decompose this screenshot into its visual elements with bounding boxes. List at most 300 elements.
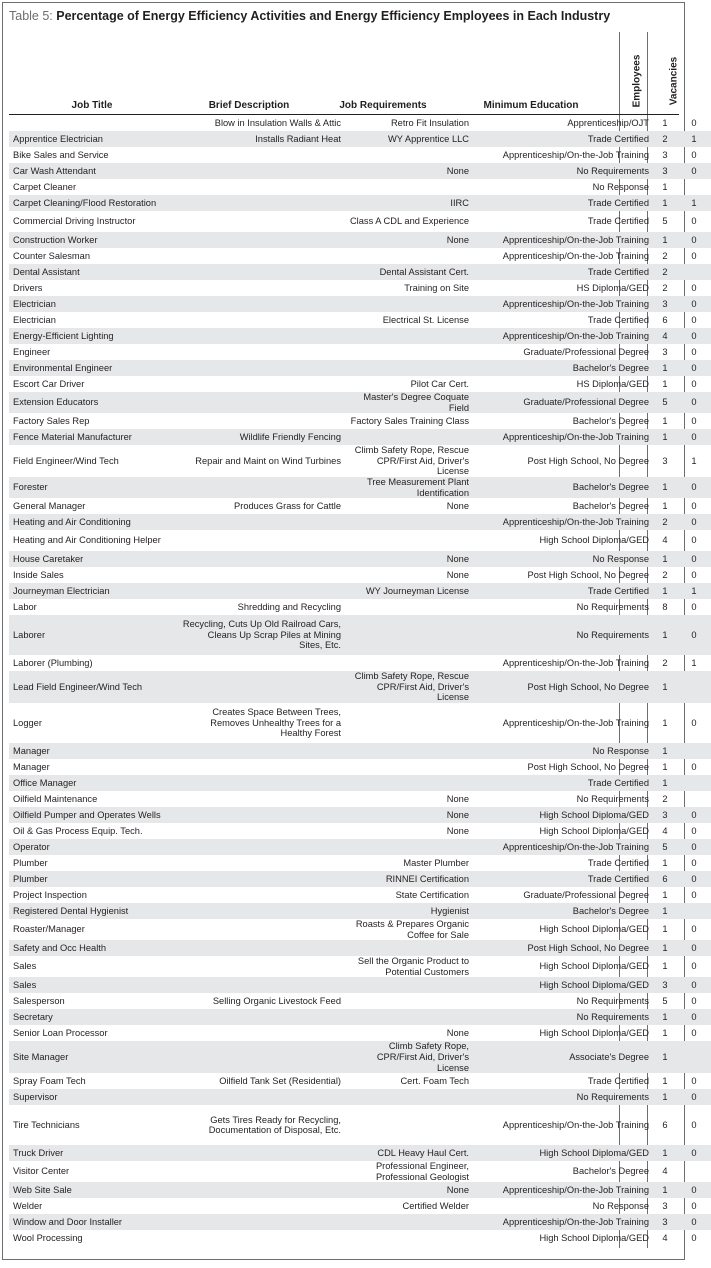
job-requirements-cell: None [345,807,473,823]
brief-description-cell [178,871,345,887]
employees-cell: 1 [653,615,677,655]
brief-description-cell [178,477,345,498]
vacancies-cell: 0 [691,149,697,160]
job-requirements-cell: Hygienist [345,903,473,919]
employees-cell: 8 [662,601,668,612]
brief-description-cell: Installs Radiant Heat [178,131,345,147]
brief-description-cell [178,1145,345,1161]
minimum-education-cell: Trade Certified [473,195,653,211]
job-title-cell: Project Inspection [13,889,87,900]
brief-description-cell [178,919,345,940]
table-row [9,211,711,232]
header-employees-label: Employees [631,54,643,108]
job-requirements-cell: Class A CDL and Experience [349,216,469,227]
job-requirements-cell: Professional Engineer, Professional Geologist [375,1161,469,1182]
job-requirements-cell: Training on Site [404,282,469,293]
minimum-education-cell: Apprenticeship/On-the-Job Training [473,232,653,248]
job-title-cell: Inside Sales [13,569,64,580]
brief-description-cell [178,232,345,248]
minimum-education-cell: Graduate/Professional Degree [523,889,649,900]
employees-cell: 3 [662,149,668,160]
table-row [9,264,711,280]
job-requirements-cell [345,429,473,445]
job-requirements-cell: Roasts & Prepares Organic Coffee for Sale [355,918,469,940]
vacancies-cell [677,671,711,703]
brief-description-cell [178,551,345,567]
brief-description-cell [178,163,345,179]
job-requirements-cell [345,1009,473,1025]
job-requirements-cell: Pilot Car Cert. [410,378,469,389]
employees-cell: 1 [653,195,677,211]
brief-description-cell [178,1089,345,1105]
employees-cell: 2 [653,131,677,147]
brief-description-cell [178,195,345,211]
table-row [9,498,711,514]
job-requirements-cell [345,759,473,775]
job-title-cell: Tire Technicians [13,1119,80,1130]
vacancies-cell: 0 [677,477,711,498]
job-title-cell: Fence Material Manufacturer [9,429,178,445]
jobs-table-body [9,115,711,1246]
employees-cell: 1 [653,429,677,445]
table-row [9,514,711,530]
job-title-cell: Laborer (Plumbing) [13,657,93,668]
job-title-cell: Extension Educators [9,392,178,413]
brief-description-cell [178,567,345,583]
vacancies-cell: 0 [691,717,697,728]
employees-cell: 1 [653,940,677,956]
job-requirements-cell [345,296,473,312]
minimum-education-cell: Apprenticeship/On-the-Job Training [473,1182,653,1198]
vacancies-cell: 0 [677,551,711,567]
employees-cell: 1 [653,671,677,703]
table-row [9,232,711,248]
job-title-cell: Site Manager [9,1041,178,1073]
vacancies-cell: 0 [691,857,697,868]
vacancies-cell: 0 [677,232,711,248]
minimum-education-cell: Post High School, No Degree [527,761,649,772]
employees-cell: 1 [662,181,668,192]
employees-cell: 1 [653,583,677,599]
job-requirements-cell [345,147,473,163]
job-title-cell: Web Site Sale [9,1182,178,1198]
job-title-cell: Factory Sales Rep [13,415,90,426]
employees-cell: 1 [653,775,677,791]
job-title-cell: Plumber [9,871,178,887]
table-row [9,413,711,429]
job-requirements-cell: Dental Assistant Cert. [345,264,473,280]
job-requirements-cell [345,344,473,360]
employees-cell: 1 [653,1145,677,1161]
employees-cell: 3 [653,977,677,993]
employees-cell: 2 [653,264,677,280]
minimum-education-cell: No Response [473,743,653,759]
vacancies-cell [677,264,711,280]
job-requirements-cell: Sell the Organic Product to Potential Customers [357,956,469,977]
table-row [9,163,711,179]
table-row [9,567,711,583]
employees-cell: 1 [662,1075,668,1086]
minimum-education-cell: No Requirements [576,793,649,804]
employees-cell: 1 [653,1041,677,1073]
vacancies-cell: 0 [691,500,697,511]
minimum-education-cell: Apprenticeship/On-the-Job Training [473,839,653,855]
vacancies-cell: 0 [677,1089,711,1105]
job-requirements-cell: None [345,232,473,248]
employees-cell: 2 [662,657,668,668]
job-title-cell: House Caretaker [9,551,178,567]
vacancies-cell: 0 [677,940,711,956]
vacancies-cell: 0 [691,996,697,1007]
job-title-cell: Forester [9,477,178,498]
brief-description-cell: Repair and Maint on Wind Turbines [195,455,341,466]
employees-cell: 1 [662,889,668,900]
brief-description-cell [178,956,345,977]
job-title-cell: General Manager [13,500,86,511]
brief-description-cell [178,264,345,280]
employees-cell: 2 [662,250,668,261]
minimum-education-cell: Post High School, No Degree [527,455,649,466]
brief-description-cell [178,328,345,344]
vacancies-cell [677,1041,711,1073]
job-title-cell: Safety and Occ Health [9,940,178,956]
table-row [9,1041,711,1073]
vacancies-cell: 0 [691,1232,697,1243]
table-row [9,312,711,328]
job-title-cell: Dental Assistant [9,264,178,280]
table-number: Table 5: [9,9,53,23]
employees-cell: 4 [662,535,668,546]
job-title-cell: Wool Processing [13,1232,83,1243]
job-requirements-cell: None [446,500,469,511]
job-title-cell: Commercial Driving Instructor [13,216,136,227]
job-title-cell: Counter Salesman [13,250,90,261]
brief-description-cell [178,855,345,871]
employees-cell: 3 [662,346,668,357]
header-brief-description: Brief Description [208,100,290,111]
brief-description-cell: Produces Grass for Cattle [234,500,341,511]
table-row [9,1145,711,1161]
brief-description-cell [178,583,345,599]
employees-cell: 1 [662,717,668,728]
table-row [9,993,711,1009]
job-title-cell: Logger [13,717,42,728]
vacancies-cell: 1 [677,131,711,147]
job-title-cell: Senior Loan Processor [13,1028,108,1039]
brief-description-cell [178,1198,345,1214]
employees-cell: 2 [653,514,677,530]
minimum-education-cell: High School Diploma/GED [539,1232,649,1243]
vacancies-cell: 0 [677,1145,711,1161]
minimum-education-cell: Bachelor's Degree [473,903,653,919]
vacancies-cell: 0 [677,1214,711,1230]
minimum-education-cell: Bachelor's Degree [572,500,649,511]
brief-description-cell [178,1214,345,1230]
employees-cell: 1 [662,961,668,972]
minimum-education-cell: High School Diploma/GED [539,961,649,972]
job-requirements-cell [345,530,473,551]
job-requirements-cell: Certified Welder [402,1200,469,1211]
job-requirements-cell [345,993,473,1009]
brief-description-cell [178,940,345,956]
minimum-education-cell: Trade Certified [587,314,649,325]
job-requirements-cell [345,839,473,855]
job-title-cell: Electrician [13,314,56,325]
job-requirements-cell [345,655,473,671]
employees-cell: 1 [662,415,668,426]
minimum-education-cell: No Response [473,551,653,567]
employees-cell: 4 [662,825,668,836]
minimum-education-cell: Apprenticeship/On-the-Job Training [473,1214,653,1230]
employees-cell: 2 [662,793,668,804]
brief-description-cell [178,839,345,855]
job-title-cell: Escort Car Driver [13,378,85,389]
table-row [9,376,711,392]
table-row [9,147,711,163]
table-row [9,530,711,551]
employees-cell: 1 [662,761,668,772]
job-title-cell: Window and Door Installer [9,1214,178,1230]
job-requirements-cell: None [446,1028,469,1039]
brief-description-cell [178,1182,345,1198]
job-title-cell: Operator [9,839,178,855]
job-requirements-cell: State Certification [395,889,469,900]
employees-cell: 1 [662,857,668,868]
minimum-education-cell: High School Diploma/GED [539,1028,649,1039]
job-title-cell: Registered Dental Hygienist [9,903,178,919]
table-row [9,1182,711,1198]
job-requirements-cell: None [345,1182,473,1198]
job-requirements-cell: WY Apprentice LLC [345,131,473,147]
header-job-title: Job Title [71,100,113,111]
brief-description-cell [178,312,345,328]
employees-cell: 1 [662,117,668,128]
table-row [9,615,711,655]
job-requirements-cell [345,1230,473,1246]
job-title-cell: Laborer [9,615,178,655]
job-title-cell: Oilfield Maintenance [13,793,98,804]
job-requirements-cell: CDL Heavy Haul Cert. [345,1145,473,1161]
vacancies-cell: 0 [691,1075,697,1086]
employees-cell: 3 [662,1200,668,1211]
table-row [9,551,711,567]
job-requirements-cell [345,248,473,264]
vacancies-cell: 0 [691,1200,697,1211]
vacancies-cell: 0 [691,761,697,772]
brief-description-cell: Oilfield Tank Set (Residential) [219,1075,341,1086]
job-title-cell: Secretary [9,1009,178,1025]
brief-description-cell [178,655,345,671]
job-requirements-cell: None [446,793,469,804]
vacancies-cell: 0 [677,429,711,445]
table-row [9,791,711,807]
job-title-cell: Manager [9,743,178,759]
job-requirements-cell: Climb Safety Rope, CPR/First Aid, Driver's License [345,1041,473,1073]
minimum-education-cell: Apprenticeship/On-the-Job Training [502,657,649,668]
brief-description-cell: Wildlife Friendly Fencing [178,429,345,445]
employees-cell: 3 [653,1214,677,1230]
vacancies-cell: 0 [691,569,697,580]
brief-description-cell [178,530,345,551]
job-title-cell: Roaster/Manager [13,924,85,935]
vacancies-cell: 0 [677,392,711,413]
employees-cell: 1 [653,903,677,919]
employees-cell: 1 [653,360,677,376]
vacancies-cell: 0 [677,615,711,655]
minimum-education-cell: No Response [592,1200,649,1211]
minimum-education-cell: No Requirements [473,163,653,179]
header-minimum-education: Minimum Education [483,100,579,111]
job-requirements-cell: None [446,825,469,836]
minimum-education-cell: Post High School, No Degree [473,940,653,956]
table-row [9,1198,711,1214]
brief-description-cell [178,823,345,839]
brief-description-cell [178,791,345,807]
vacancies-cell: 0 [691,250,697,261]
brief-description-cell [178,344,345,360]
job-title-cell: Welder [13,1200,43,1211]
table-row [9,775,711,791]
brief-description-cell [178,1025,345,1041]
brief-description-cell [178,514,345,530]
minimum-education-cell: Apprenticeship/On-the-Job Training [502,1119,649,1130]
employees-cell: 3 [653,807,677,823]
employees-cell: 3 [653,296,677,312]
brief-description-cell: Blow in Insulation Walls & Attic [214,117,341,128]
job-title-cell: Energy-Efficient Lighting [9,328,178,344]
vacancies-cell [677,1161,711,1182]
job-title-cell: Salesperson [13,996,65,1007]
minimum-education-cell: Trade Certified [473,871,653,887]
vacancies-cell [677,743,711,759]
employees-cell: 2 [662,569,668,580]
brief-description-cell [178,1041,345,1073]
job-title-cell: Heating and Air Conditioning Helper [13,535,161,546]
brief-description-cell [178,211,345,232]
minimum-education-cell: High School Diploma/GED [539,924,649,935]
minimum-education-cell: Trade Certified [473,131,653,147]
job-title-cell: Sales [9,977,178,993]
job-title-cell: Visitor Center [13,1166,70,1177]
minimum-education-cell: No Requirements [576,601,649,612]
table-row [9,759,711,775]
table-row [9,671,711,703]
table-row [9,179,711,195]
employees-cell: 1 [662,924,668,935]
minimum-education-cell: Graduate/Professional Degree [473,392,653,413]
minimum-education-cell: Apprenticeship/On-the-Job Training [473,429,653,445]
minimum-education-cell: Bachelor's Degree [572,1166,649,1177]
job-requirements-cell [345,775,473,791]
brief-description-cell [178,248,345,264]
job-title-cell: Lead Field Engineer/Wind Tech [9,671,178,703]
vacancies-cell: 0 [691,601,697,612]
vacancies-cell: 0 [677,360,711,376]
minimum-education-cell: No Response [592,181,649,192]
table-row [9,195,711,211]
vacancies-cell: 0 [691,282,697,293]
table-row [9,392,711,413]
table-row [9,583,711,599]
employees-cell: 1 [653,1009,677,1025]
job-requirements-cell: Master Plumber [403,857,469,868]
minimum-education-cell: Bachelor's Degree [473,477,653,498]
vacancies-cell: 0 [677,163,711,179]
table-row [9,823,711,839]
table-row [9,956,711,977]
brief-description-cell [178,296,345,312]
vacancies-cell: 0 [691,378,697,389]
minimum-education-cell: Apprenticeship/On-the-Job Training [473,328,653,344]
table-row [9,1105,711,1145]
table-row [9,115,711,131]
brief-description-cell [178,743,345,759]
job-title-cell: Sales [13,961,37,972]
employees-cell: 3 [653,163,677,179]
vacancies-cell [677,179,711,195]
vacancies-cell: 0 [691,961,697,972]
job-title-cell: Engineer [13,346,51,357]
table-row [9,703,711,743]
minimum-education-cell: High School Diploma/GED [539,535,649,546]
minimum-education-cell: Bachelor's Degree [572,415,649,426]
job-title-cell: Field Engineer/Wind Tech [13,455,119,466]
job-title-cell: Manager [13,761,50,772]
table-row [9,477,711,498]
job-title-cell: Office Manager [9,775,178,791]
job-title-cell: Car Wash Attendant [9,163,178,179]
job-requirements-cell: Cert. Foam Tech [400,1075,469,1086]
minimum-education-cell: High School Diploma/GED [539,825,649,836]
table-row [9,1089,711,1105]
vacancies-cell: 0 [691,1119,697,1130]
job-title-cell: Environmental Engineer [9,360,178,376]
job-title-cell: Construction Worker [9,232,178,248]
job-title-cell: Drivers [13,282,43,293]
table-row [9,1214,711,1230]
job-title-cell: Heating and Air Conditioning [9,514,178,530]
job-requirements-cell [345,703,473,743]
table-row [9,1073,711,1089]
vacancies-cell: 0 [691,889,697,900]
vacancies-cell: 0 [691,535,697,546]
minimum-education-cell: No Requirements [473,1089,653,1105]
vacancies-cell: 0 [691,924,697,935]
minimum-education-cell: Trade Certified [473,264,653,280]
vacancies-cell: 0 [691,216,697,227]
employees-cell: 1 [653,232,677,248]
table-row [9,855,711,871]
employees-cell: 5 [653,839,677,855]
minimum-education-cell: No Requirements [473,1009,653,1025]
employees-cell: 4 [662,1166,668,1177]
employees-cell: 4 [653,328,677,344]
job-requirements-cell [345,977,473,993]
job-requirements-cell [345,328,473,344]
vacancies-cell: 0 [691,1028,697,1039]
brief-description-cell [178,179,345,195]
table-row [9,887,711,903]
employees-cell: 1 [653,743,677,759]
vacancies-cell: 0 [677,1009,711,1025]
job-title-cell: Carpet Cleaner [13,181,77,192]
job-requirements-cell [345,514,473,530]
vacancies-cell [677,903,711,919]
employees-cell: 1 [662,378,668,389]
table-row [9,919,711,940]
table-row [9,1009,711,1025]
minimum-education-cell: Apprenticeship/On-the-Job Training [502,250,649,261]
